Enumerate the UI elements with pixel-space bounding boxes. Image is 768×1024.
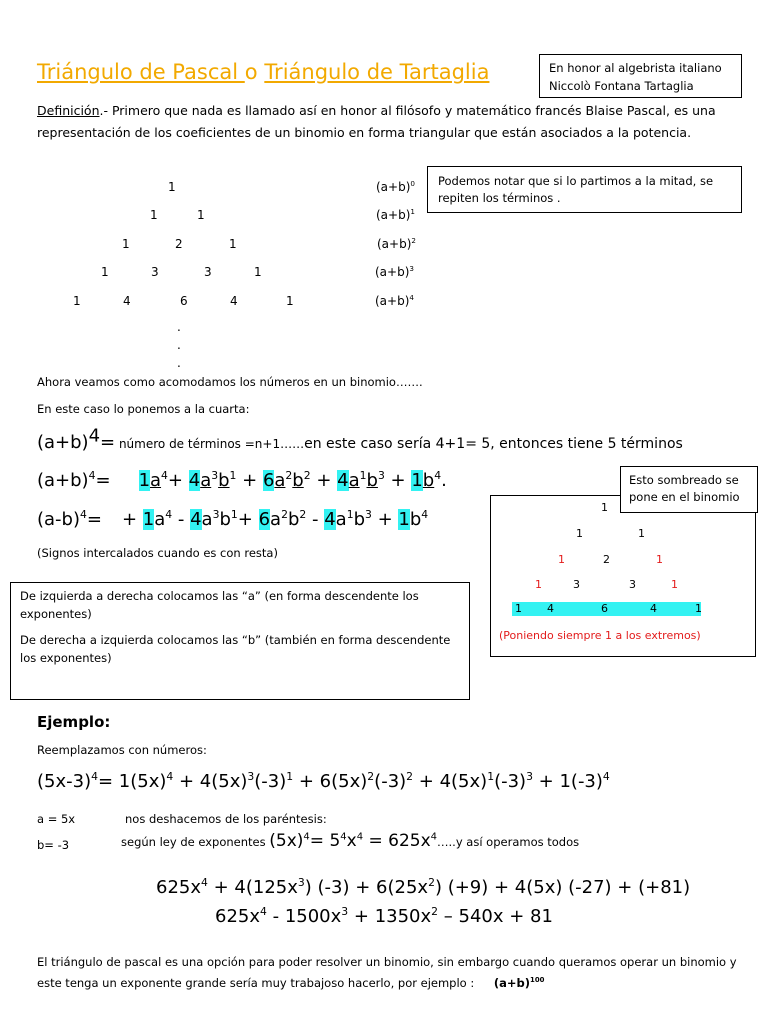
ejemplo-step1: $625x^4 + 4(125x^3) (-3) + 6(25x^2) (+9) + 4(5x) (-27) + (+81)$ [156, 876, 691, 898]
triangle-power-label: $(a+b)^2$ [377, 236, 416, 251]
b-equals: b= -3 [37, 838, 70, 852]
coef-highlight: 6 [262, 470, 275, 491]
side-triangle-num: 1 [576, 527, 583, 540]
side-triangle-num: 3 [629, 578, 636, 591]
honor-note-line1: En honor al algebrista italiano [549, 61, 722, 75]
triangle-num: 1 [229, 237, 237, 251]
cuarta-text: En este caso lo ponemos a la cuarta: [37, 402, 250, 416]
triangle-num: 1 [286, 294, 294, 308]
sombreado-note-text: Esto sombreado se pone en el binomio [629, 473, 740, 504]
ejemplo-result: $625x^4 - 1500x^3 + 1350x^2 - 540x + 81$ [215, 905, 553, 927]
side-triangle-num: 4 [547, 602, 554, 615]
side-triangle-num: 6 [601, 602, 608, 615]
triangle-power-label: $(a+b)^1$ [376, 207, 415, 222]
coef-highlight: 1 [142, 509, 155, 530]
honor-note-line2: Niccolò Fontana Tartaglia [549, 79, 694, 93]
side-triangle-num: 4 [650, 602, 657, 615]
side-triangle-num: 1 [558, 553, 565, 566]
side-triangle-caption: (Poniendo siempre 1 a los extremos) [499, 629, 701, 642]
triangle-num: 1 [254, 265, 262, 279]
rules-line-b: De derecha a izquierda colocamos las “b” (también en forma descendente los exponentes) [20, 633, 451, 665]
triangle-power-label: $(a+b)^4$ [375, 293, 414, 308]
acomodamos-text: Ahora veamos como acomodamos los números en un binomio……. [37, 375, 423, 389]
triangle-num: 1 [150, 208, 158, 222]
side-triangle-num: 1 [515, 602, 522, 615]
a-equals: a = 5x [37, 812, 76, 826]
side-triangle-num: 1 [638, 527, 645, 540]
triangle-num: 6 [180, 294, 188, 308]
triangle-exp: 3 [409, 264, 414, 273]
continuation-dot: . [177, 338, 181, 352]
sombreado-note-box [620, 466, 758, 513]
triangle-power-label: $(a+b)^0$ [376, 179, 415, 194]
side-triangle-num: 1 [656, 553, 663, 566]
triangle-num: 3 [204, 265, 212, 279]
coef-highlight: 6 [258, 509, 271, 530]
side-triangle-num: 3 [573, 578, 580, 591]
ejemplo-expansion: $(5x-3)^4= 1(5x)^4 + 4(5x)^3(-3)^1 + 6(5x)^2(-3)^2 + 4(5x)^1(-3)^3 + 1(-3)^4$ [37, 770, 610, 792]
formula-terms-count: $(a+b)^4=$ número de términos =n+1……en este caso sería 4+1= 5, entonces tiene 5 términos [37, 425, 683, 453]
triangle-num: 3 [151, 265, 159, 279]
conclusion-text: El triángulo de pascal es una opción para poder resolver un binomio, sin embargo cuando queramos operar un binomio y este tenga un exponente grande sería muy trabajoso hacerlo, por ejemplo : [37, 955, 737, 990]
formula-binomial-diff: $(a-b)^4= + 1a^4 - 4a^3b^1+ 6a^2b^2 - 4a^1b^3 + 1b^4$ [37, 508, 429, 530]
continuation-dot: . [177, 320, 181, 334]
coef-highlight: 1 [138, 470, 151, 491]
conclusion-paragraph [37, 952, 737, 994]
coef-highlight: 1 [398, 509, 410, 530]
side-triangle-box [490, 495, 756, 657]
title-pascal-link[interactable]: Triángulo de Pascal [37, 60, 245, 84]
coef-highlight: 4 [188, 470, 201, 491]
triangle-num: 2 [175, 237, 183, 251]
definition-text: .- Primero que nada es llamado así en honor al filósofo y matemático francés Blaise Pascal, es una representación de los coeficientes de un binomio en forma triangular que están asociados a la potencia. [37, 103, 716, 140]
honor-note-box [539, 54, 742, 98]
triangle-num: 4 [230, 294, 238, 308]
ejemplo-heading: Ejemplo: [37, 713, 111, 731]
mitad-note-text: Podemos notar que si lo partimos a la mitad, se repiten los términos . [438, 174, 714, 205]
triangle-exp: 4 [409, 293, 414, 302]
reemplazamos-text: Reemplazamos con números: [37, 743, 207, 757]
triangle-num: 1 [73, 294, 81, 308]
side-triangle-num: 1 [601, 501, 608, 514]
triangle-num: 4 [123, 294, 131, 308]
title-tartaglia-link[interactable]: Triángulo de Tartaglia [264, 60, 490, 84]
side-triangle-num: 2 [603, 553, 610, 566]
ley-exponentes: según ley de exponentes $(5x)^4= 5^4x^4$ = $625x^4\dots..y$ así operamos todos [121, 831, 580, 851]
deshacemos-text: nos deshacemos de los paréntesis: [125, 812, 327, 826]
triangle-exp: 2 [411, 236, 416, 245]
coef-highlight: 4 [190, 509, 202, 530]
continuation-dot: . [177, 356, 181, 370]
coef-highlight: 1 [411, 470, 423, 491]
triangle-exp: 0 [410, 179, 415, 188]
coef-highlight: 4 [337, 470, 349, 491]
rules-box [10, 582, 470, 700]
triangle-power-label: $(a+b)^3$ [375, 264, 414, 279]
title-o: o [244, 60, 258, 84]
conclusion-example: $(a+b)^{100}$ [493, 976, 545, 990]
side-triangle-num: 1 [535, 578, 542, 591]
side-triangle-num: 1 [695, 602, 702, 615]
rules-line-a: De izquierda a derecha colocamos las “a” (en forma descendente los exponentes) [20, 589, 419, 621]
signos-note: (Signos intercalados cuando es con resta) [37, 546, 278, 560]
triangle-num: 1 [122, 237, 130, 251]
definition-lead: Definición [37, 103, 100, 118]
side-triangle-num: 1 [671, 578, 678, 591]
triangle-exp: 1 [410, 207, 415, 216]
triangle-num: 1 [197, 208, 205, 222]
formula-binomial-sum: $(a+b)^4= 1a^4+ 4a^3b^1 + 6a^2b^2 + 4a^1b^3 + 1b^4$. [37, 469, 447, 491]
triangle-num: 1 [168, 180, 176, 194]
definition-paragraph [37, 100, 727, 144]
page-title [37, 60, 489, 84]
mitad-note-box [427, 166, 742, 213]
triangle-num: 1 [101, 265, 109, 279]
coef-highlight: 4 [324, 509, 336, 530]
